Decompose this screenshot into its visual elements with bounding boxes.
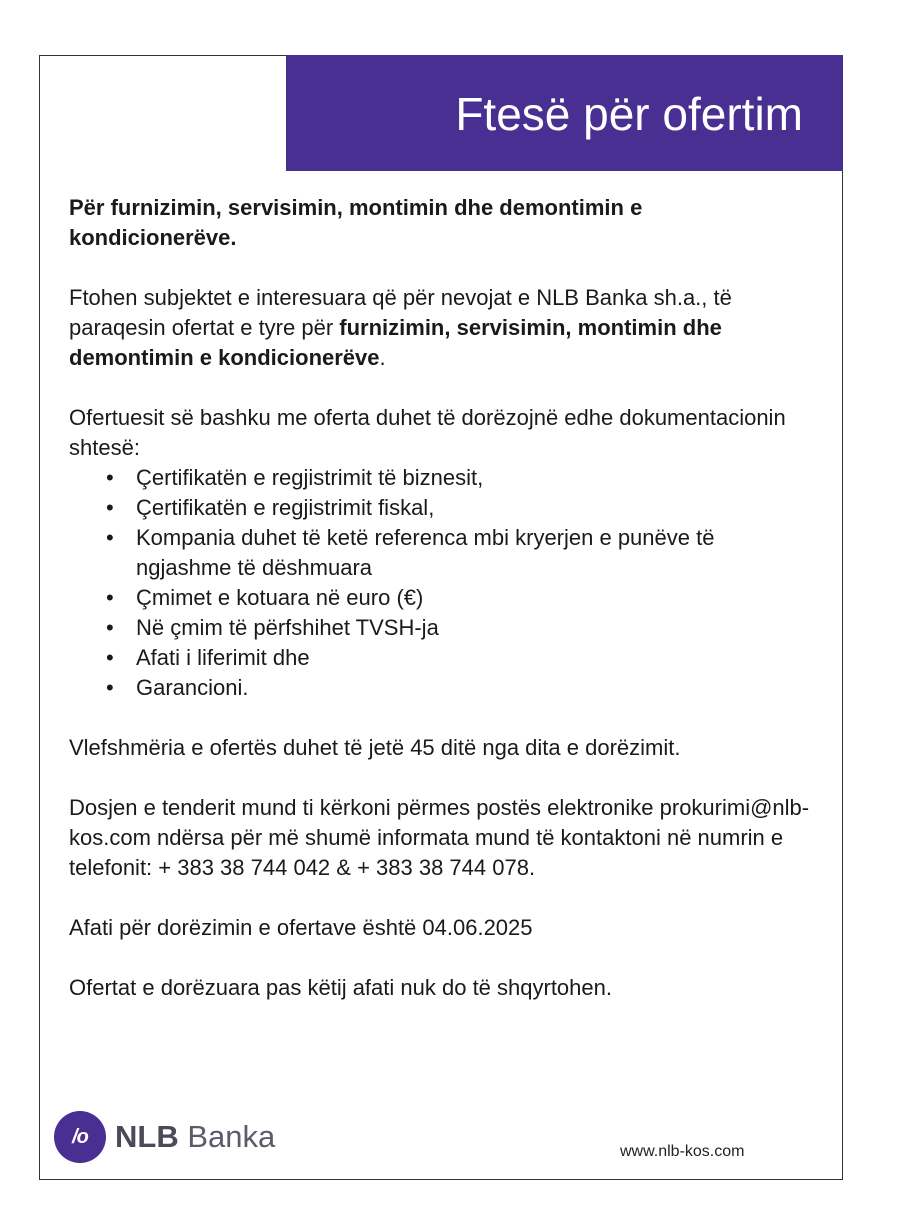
late-notice-paragraph: Ofertat e dorëzuara pas këtij afati nuk do të shqyrtohen. bbox=[69, 975, 612, 1000]
documents-list bbox=[69, 463, 814, 703]
deadline-paragraph: Afati për dorëzimin e ofertave është 04.06.2025 bbox=[69, 915, 533, 940]
list-item: • Afati i liferimit dhe bbox=[136, 643, 814, 673]
footer-url: www.nlb-kos.com bbox=[620, 1143, 745, 1160]
list-item: • Garancioni. bbox=[136, 673, 814, 703]
list-item: • Çertifikatën e regjistrimit të biznesit, bbox=[136, 463, 814, 493]
nlb-logo-icon: /o bbox=[54, 1111, 106, 1163]
intro-text: Ftohen subjektet e interesuara që për nevojat e NLB Banka sh.a., të paraqesin ofertat e tyre për bbox=[69, 285, 732, 340]
intro-bold-text: furnizimin, servisimin, montimin dhe demontimin e kondicionerëve bbox=[69, 315, 722, 370]
document-body bbox=[69, 193, 814, 1033]
contact-paragraph: Dosjen e tenderit mund ti kërkoni përmes postës elektronike prokurimi@nlb-kos.com ndërsa për më shumë informata mund të kontaktoni në numrin e telefonit: + 383 38 744 042 & + 383 38 744 078. bbox=[69, 795, 810, 880]
list-item: • Çmimet e kotuara në euro (€) bbox=[136, 583, 814, 613]
documents-intro: Ofertuesit së bashku me oferta duhet të dorëzojnë edhe dokumentacionin shtesë: bbox=[69, 405, 786, 460]
intro-text-end: . bbox=[379, 345, 386, 370]
nlb-logo bbox=[54, 1111, 275, 1163]
logo-wordmark-bold: NLB bbox=[115, 1119, 179, 1154]
logo-wordmark-text: Banka bbox=[178, 1119, 276, 1154]
header-band bbox=[286, 55, 843, 171]
list-item: • Në çmim të përfshihet TVSH-ja bbox=[136, 613, 814, 643]
list-item: • Çertifikatën e regjistrimit fiskal, bbox=[136, 493, 814, 523]
logo-wordmark bbox=[115, 1119, 275, 1155]
intro-paragraph bbox=[69, 283, 814, 373]
subject-heading: Për furnizimin, servisimin, montimin dhe demontimin e kondicionerëve. bbox=[69, 195, 643, 250]
list-item: • Kompania duhet të ketë referenca mbi kryerjen e punëve të ngjashme të dëshmuara bbox=[136, 523, 814, 583]
validity-paragraph: Vlefshmëria e ofertës duhet të jetë 45 ditë nga dita e dorëzimit. bbox=[69, 735, 681, 760]
page-title: Ftesë për ofertim bbox=[455, 88, 803, 140]
